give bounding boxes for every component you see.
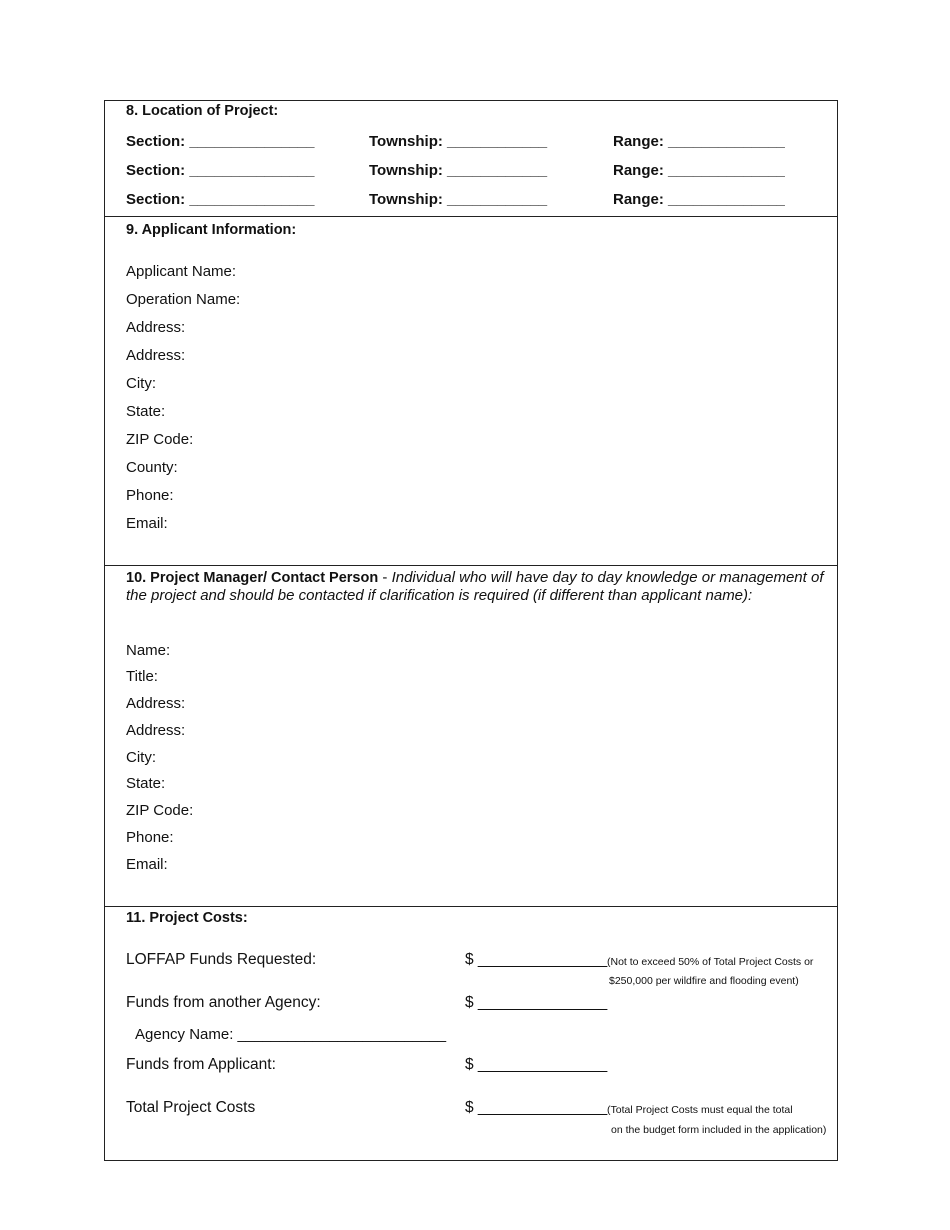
contact-address-label-2: Address: bbox=[126, 722, 186, 739]
total-project-costs-amount-field[interactable]: $ _______________ bbox=[465, 1099, 608, 1116]
agency-funds-amount-field[interactable]: $ _______________ bbox=[465, 994, 608, 1011]
address-label-2: Address: bbox=[126, 347, 186, 364]
heading-dash: - bbox=[378, 569, 392, 586]
project-manager-section bbox=[105, 566, 837, 907]
city-label: City: bbox=[126, 375, 156, 392]
address-label-1: Address: bbox=[126, 319, 186, 336]
loffap-funds-amount-field[interactable]: $ _______________ bbox=[465, 951, 608, 968]
range-field-3[interactable]: Range: ______________ bbox=[613, 191, 785, 208]
phone-label: Phone: bbox=[126, 487, 174, 504]
state-label: State: bbox=[126, 403, 166, 420]
section-field-3[interactable]: Section: _______________ bbox=[126, 191, 315, 208]
county-label: County: bbox=[126, 459, 178, 476]
zip-code-label: ZIP Code: bbox=[126, 431, 194, 448]
email-label: Email: bbox=[126, 515, 168, 532]
contact-address-label-1: Address: bbox=[126, 695, 186, 712]
total-note-line-1: (Total Project Costs must equal the total bbox=[607, 1104, 793, 1116]
loffap-note-line-1: (Not to exceed 50% of Total Project Costs or bbox=[607, 956, 814, 968]
township-field-1[interactable]: Township: ____________ bbox=[369, 133, 548, 150]
contact-zip-code-label: ZIP Code: bbox=[126, 802, 194, 819]
project-manager-heading-block bbox=[126, 569, 831, 604]
contact-state-label: State: bbox=[126, 775, 166, 792]
total-note-line-2: on the budget form included in the application) bbox=[611, 1124, 827, 1136]
location-heading: 8. Location of Project: bbox=[126, 103, 279, 119]
agency-name-field[interactable]: Agency Name: _________________________ bbox=[135, 1026, 447, 1043]
township-field-3[interactable]: Township: ____________ bbox=[369, 191, 548, 208]
township-field-2[interactable]: Township: ____________ bbox=[369, 162, 548, 179]
applicant-funds-amount-field[interactable]: $ _______________ bbox=[465, 1056, 608, 1073]
section-field-2[interactable]: Section: _______________ bbox=[126, 162, 315, 179]
project-manager-heading: 10. Project Manager/ Contact Person bbox=[126, 570, 379, 586]
project-manager-description: Individual who will have day to day knowledge or management of the project and should be contacted if clarification is required (if different than applicant name): bbox=[126, 569, 824, 604]
operation-name-label: Operation Name: bbox=[126, 291, 241, 308]
applicant-heading: 9. Applicant Information: bbox=[126, 222, 297, 238]
contact-title-label: Title: bbox=[126, 668, 158, 685]
total-project-costs-label: Total Project Costs bbox=[126, 1099, 256, 1116]
section-field-1[interactable]: Section: _______________ bbox=[126, 133, 315, 150]
loffap-note-line-2: $250,000 per wildfire and flooding event) bbox=[609, 975, 799, 987]
applicant-information-section bbox=[105, 217, 837, 566]
contact-name-label: Name: bbox=[126, 642, 171, 659]
contact-city-label: City: bbox=[126, 749, 156, 766]
contact-phone-label: Phone: bbox=[126, 829, 174, 846]
range-field-1[interactable]: Range: ______________ bbox=[613, 133, 785, 150]
range-field-2[interactable]: Range: ______________ bbox=[613, 162, 785, 179]
location-of-project-section bbox=[105, 101, 837, 217]
contact-email-label: Email: bbox=[126, 856, 168, 873]
loffap-funds-label: LOFFAP Funds Requested: bbox=[126, 951, 317, 968]
project-costs-heading: 11. Project Costs: bbox=[126, 910, 248, 926]
applicant-name-label: Applicant Name: bbox=[126, 263, 237, 280]
applicant-funds-label: Funds from Applicant: bbox=[126, 1056, 276, 1073]
agency-funds-label: Funds from another Agency: bbox=[126, 994, 321, 1011]
project-costs-section bbox=[105, 907, 837, 1160]
application-form-table bbox=[104, 100, 838, 1161]
